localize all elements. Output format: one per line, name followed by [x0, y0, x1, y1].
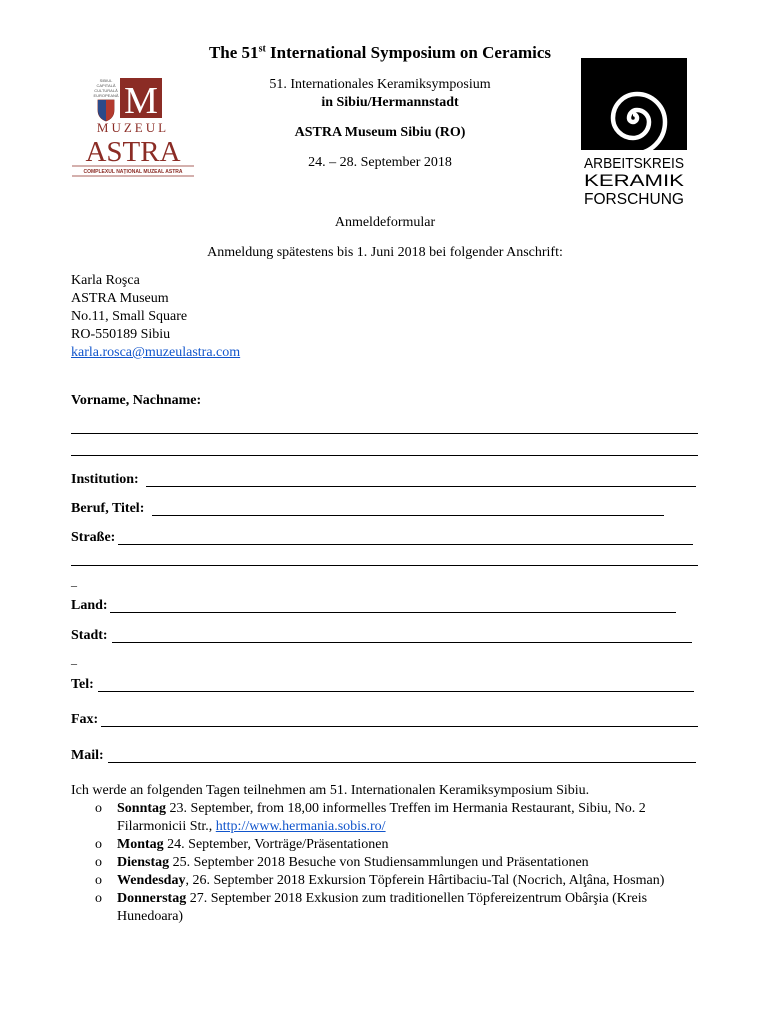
subtitle-symposium: 51. Internationales Keramiksymposium: [269, 77, 491, 92]
land-input-line[interactable]: [110, 612, 676, 613]
attendance-day-list: [71, 800, 711, 926]
field-label-name: Vorname, Nachname:: [71, 393, 202, 408]
mail-input-line[interactable]: [108, 762, 696, 763]
day-name: Donnerstag: [117, 891, 187, 906]
arbeitskreis-keramik-logo: [581, 58, 687, 214]
logo-small-text-2: CAPITALĂ: [96, 83, 116, 88]
contact-city: RO-550189 Sibiu: [71, 327, 171, 342]
contact-street: No.11, Small Square: [71, 309, 188, 324]
muzeul-astra-logo: [72, 72, 194, 178]
bullet-icon: o: [95, 837, 102, 852]
list-item: o Dienstag 25. September 2018 Besuche von Studiensammlungen und Präsentationen: [95, 855, 589, 870]
strasse-input-line-2[interactable]: [71, 565, 698, 566]
continuation-dash: _: [71, 574, 77, 588]
document-title: The 51st International Symposium on Ceramics: [208, 43, 552, 62]
ak-line-3: FORSCHUNG: [584, 191, 684, 208]
field-label-mail: Mail:: [71, 748, 104, 763]
field-label-tel: Tel:: [71, 677, 94, 692]
list-item: o Donnerstag 27. September 2018 Exkusion zum traditionellen Töpfereizentrum Obârşia (Kreis Hunedoara): [95, 891, 648, 924]
field-label-beruf: Beruf, Titel:: [71, 501, 145, 516]
day-name: Wendesday: [117, 873, 186, 888]
contact-org: ASTRA Museum: [71, 291, 169, 306]
list-item: o Wendesday, 26. September 2018 Exkursion Töpferein Hârtibaciu-Tal (Nocrich, Alţâna, Hosman): [95, 873, 665, 888]
shield-icon: [98, 100, 114, 121]
logo-name-main: ASTRA: [85, 136, 181, 168]
logo-name-top: MUZEUL: [96, 120, 170, 135]
bullet-icon: o: [95, 855, 102, 870]
subtitle-dates: 24. – 28. September 2018: [308, 155, 452, 170]
ak-line-1: ARBEITSKREIS: [584, 155, 684, 172]
logo-small-text-4: EUROPEANĂ: [93, 93, 119, 98]
logo-small-text-3: CULTURALĂ: [94, 88, 118, 93]
field-label-fax: Fax:: [71, 712, 99, 727]
strasse-input-line[interactable]: [118, 544, 693, 545]
subtitle-museum: ASTRA Museum Sibiu (RO): [294, 125, 466, 140]
institution-input-line[interactable]: [146, 486, 696, 487]
contact-address: [71, 272, 240, 362]
beruf-input-line[interactable]: [152, 515, 664, 516]
attendance-intro: Ich werde an folgenden Tagen teilnehmen am 51. Internationalen Keramiksymposium Sibiu.: [71, 783, 590, 798]
day-name: Dienstag: [117, 855, 170, 870]
field-label-strasse: Straße:: [71, 530, 116, 545]
logo-subtitle: COMPLEXUL NAȚIONAL MUZEAL ASTRA: [83, 169, 183, 175]
logo-small-text-1: SIBIUL: [99, 78, 113, 83]
field-label-institution: Institution:: [71, 472, 139, 487]
form-title: Anmeldeformular: [334, 215, 436, 230]
field-label-land: Land:: [71, 598, 108, 613]
name-input-line-2[interactable]: [71, 455, 698, 456]
contact-name: Karla Roşca: [71, 273, 140, 288]
bullet-icon: o: [95, 891, 102, 906]
registration-deadline: Anmeldung spätestens bis 1. Juni 2018 bei folgender Anschrift:: [207, 245, 563, 260]
bullet-icon: o: [95, 873, 102, 888]
bullet-icon: o: [95, 801, 102, 816]
day-name: Montag: [117, 837, 164, 852]
continuation-dash: _: [71, 652, 77, 666]
field-label-stadt: Stadt:: [71, 628, 108, 643]
contact-email-link[interactable]: karla.rosca@muzeulastra.com: [71, 345, 241, 360]
ak-line-2: KERAMIK: [584, 171, 685, 190]
restaurant-link[interactable]: http://www.hermania.sobis.ro/: [215, 819, 386, 834]
name-input-line-1[interactable]: [71, 433, 698, 434]
list-item: o Montag 24. September, Vorträge/Präsentationen: [95, 837, 389, 852]
list-item: o Sonntag 23. September, from 18,00 informelles Treffen im Hermania Restaurant, Sibiu, No. 2 Filarmonicii Str., http://www.hermania.sobis.ro/: [95, 801, 646, 834]
fax-input-line[interactable]: [101, 726, 698, 727]
subtitle-location: in Sibiu/Hermannstadt: [321, 95, 459, 110]
stadt-input-line[interactable]: [112, 642, 692, 643]
tel-input-line[interactable]: [98, 691, 694, 692]
day-name: Sonntag: [117, 801, 167, 816]
monogram-letter: M: [124, 80, 158, 122]
